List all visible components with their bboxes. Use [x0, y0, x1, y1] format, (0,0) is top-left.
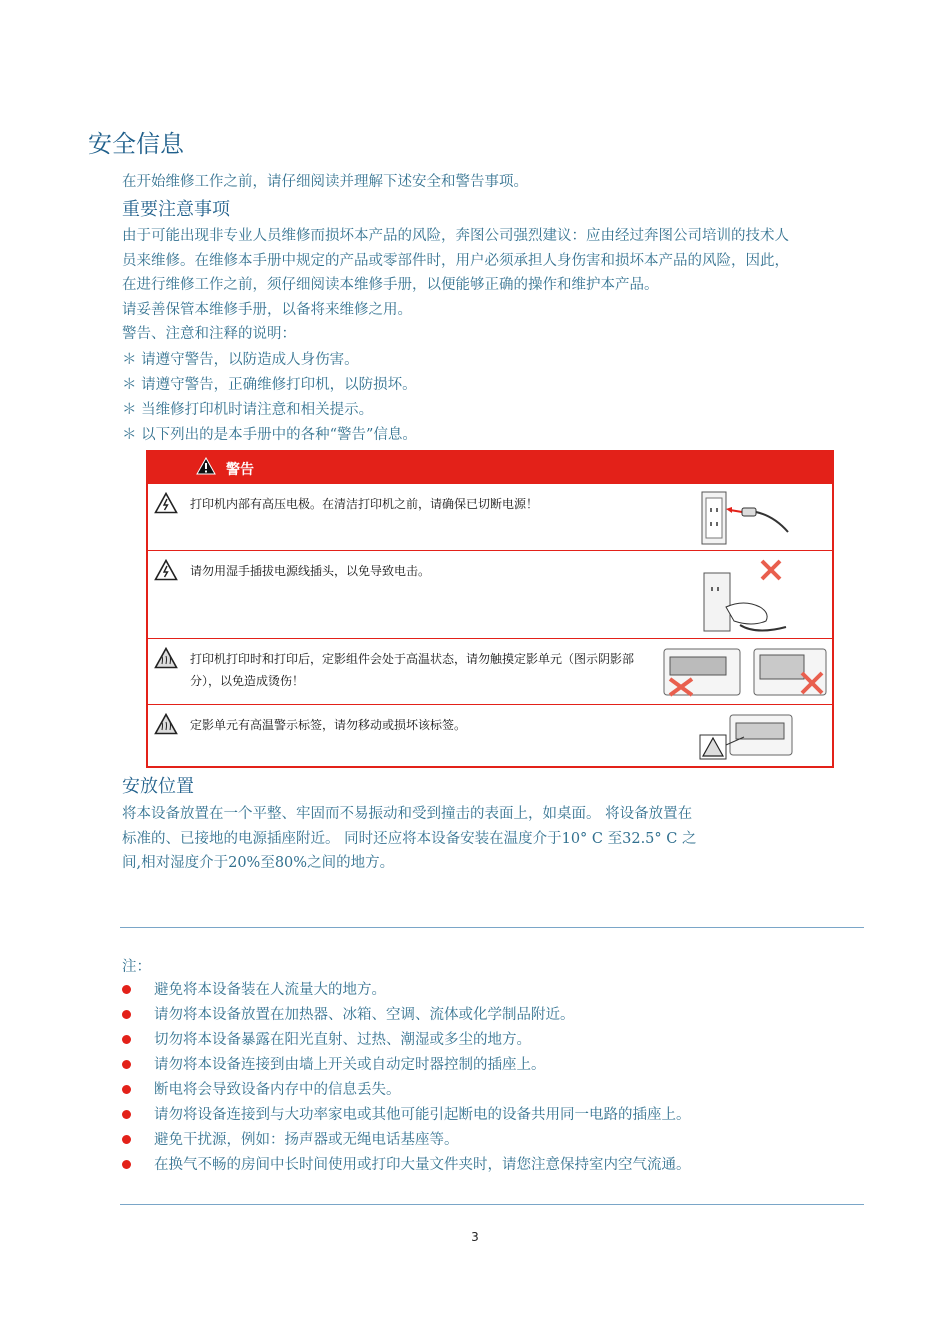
warning-text: 打印机内部有高压电极。在清洁打印机之前，请确保已切断电源！ — [190, 497, 539, 511]
bullet-dot — [122, 1110, 131, 1119]
warning-text-line: 分），以免造成烫伤！ — [190, 674, 305, 688]
note-label: 注： — [122, 959, 151, 975]
wet-hand-plug-illustration — [696, 555, 796, 637]
list-item-text: 避免将本设备装在人流量大的地方。 — [154, 982, 386, 998]
warning-row — [148, 550, 832, 638]
paragraph-line: 将本设备放置在一个平整、牢固而不易振动和受到撞击的表面上，如桌面。 将设备放置在 — [122, 806, 693, 822]
list-item: ＊ 当维修打印机时请注意和相关提示。 — [122, 402, 374, 418]
warning-text-line: 打印机打印时和打印后，定影组件会处于高温状态，请勿触摸定影单元（图示阴影部 — [190, 652, 635, 666]
list-item-text: 避免干扰源，例如：扬声器或无绳电话基座等。 — [154, 1132, 459, 1148]
warning-row — [148, 704, 832, 768]
bullet-dot — [122, 1035, 131, 1044]
list-item-text: 断电将会导致设备内存中的信息丢失。 — [154, 1082, 401, 1098]
list-item: ＊ 请遵守警告，以防造成人身伤害。 — [122, 352, 359, 368]
list-item: ＊ 以下列出的是本手册中的各种“警告”信息。 — [122, 427, 417, 443]
fuser-label-illustration — [696, 709, 796, 765]
placement-paragraph — [122, 802, 862, 876]
star-list — [122, 348, 417, 448]
paragraph-line: 间,相对湿度介于20%至80%之间的地方。 — [122, 855, 395, 871]
divider — [120, 927, 864, 928]
warning-table — [146, 450, 834, 768]
warning-text — [190, 648, 660, 692]
bullet-dot — [122, 1135, 131, 1144]
paragraph-line: 由于可能出现非专业人员维修而损坏本产品的风险，奔图公司强烈建议：应由经过奔图公司培训的技术人 — [122, 228, 789, 244]
intro-text: 在开始维修工作之前，请仔细阅读并理解下述安全和警告事项。 — [122, 174, 528, 190]
bullet-dot — [122, 1085, 131, 1094]
outlet-plug-illustration — [696, 488, 796, 548]
list-item-text: 在换气不畅的房间中长时间使用或打印大量文件夹时，请您注意保持室内空气流通。 — [154, 1157, 691, 1173]
bullet-dot — [122, 985, 131, 994]
paragraph-line: 员来维修。在维修本手册中规定的产品或零部件时，用户必须承担人身伤害和损坏本产品的风险，因此， — [122, 252, 789, 269]
printer-fuser-illustration — [656, 643, 832, 701]
list-item-text: 请勿将本设备连接到由墙上开关或自动定时器控制的插座上。 — [154, 1057, 546, 1073]
warning-text: 定影单元有高温警示标签，请勿移动或损坏该标签。 — [190, 718, 467, 732]
page-title: 安全信息 — [88, 130, 184, 158]
electric-hazard-icon — [154, 492, 178, 514]
bullet-dot — [122, 1060, 131, 1069]
warning-header — [148, 452, 832, 483]
warning-header-label: 警告 — [226, 462, 254, 478]
page-number: 3 — [471, 1230, 479, 1244]
list-item-text: 请勿将设备连接到与大功率家电或其他可能引起断电的设备共用同一电路的插座上。 — [154, 1107, 691, 1123]
paragraph-line: 标准的、已接地的电源插座附近。 同时还应将本设备安装在温度介于10° C 至32.5° C 之 — [122, 830, 697, 847]
hot-surface-icon — [154, 647, 178, 669]
list-item-text: 切勿将本设备暴露在阳光直射、过热、潮湿或多尘的地方。 — [154, 1032, 531, 1048]
warning-row — [148, 638, 832, 704]
bullet-dot — [122, 1160, 131, 1169]
warning-text: 请勿用湿手插拔电源线插头，以免导致电击。 — [190, 564, 431, 578]
divider — [120, 1204, 864, 1205]
list-item-text: 请勿将本设备放置在加热器、冰箱、空调、流体或化学制品附近。 — [154, 1007, 575, 1023]
placement-heading: 安放位置 — [122, 776, 194, 797]
paragraph-line: 在进行维修工作之前，须仔细阅读本维修手册，以便能够正确的操作和维护本产品。 — [122, 277, 659, 293]
warning-row — [148, 483, 832, 550]
warning-icon — [196, 457, 216, 475]
list-item: ＊ 请遵守警告，正确维修打印机，以防损坏。 — [122, 377, 417, 393]
electric-hazard-icon — [154, 559, 178, 581]
explain-text: 警告、注意和注释的说明： — [122, 326, 296, 342]
important-paragraph — [122, 224, 862, 347]
bullet-dot — [122, 1010, 131, 1019]
hot-surface-icon — [154, 713, 178, 735]
keep-manual-text: 请妥善保管本维修手册，以备将来维修之用。 — [122, 301, 412, 318]
important-heading: 重要注意事项 — [122, 199, 230, 220]
